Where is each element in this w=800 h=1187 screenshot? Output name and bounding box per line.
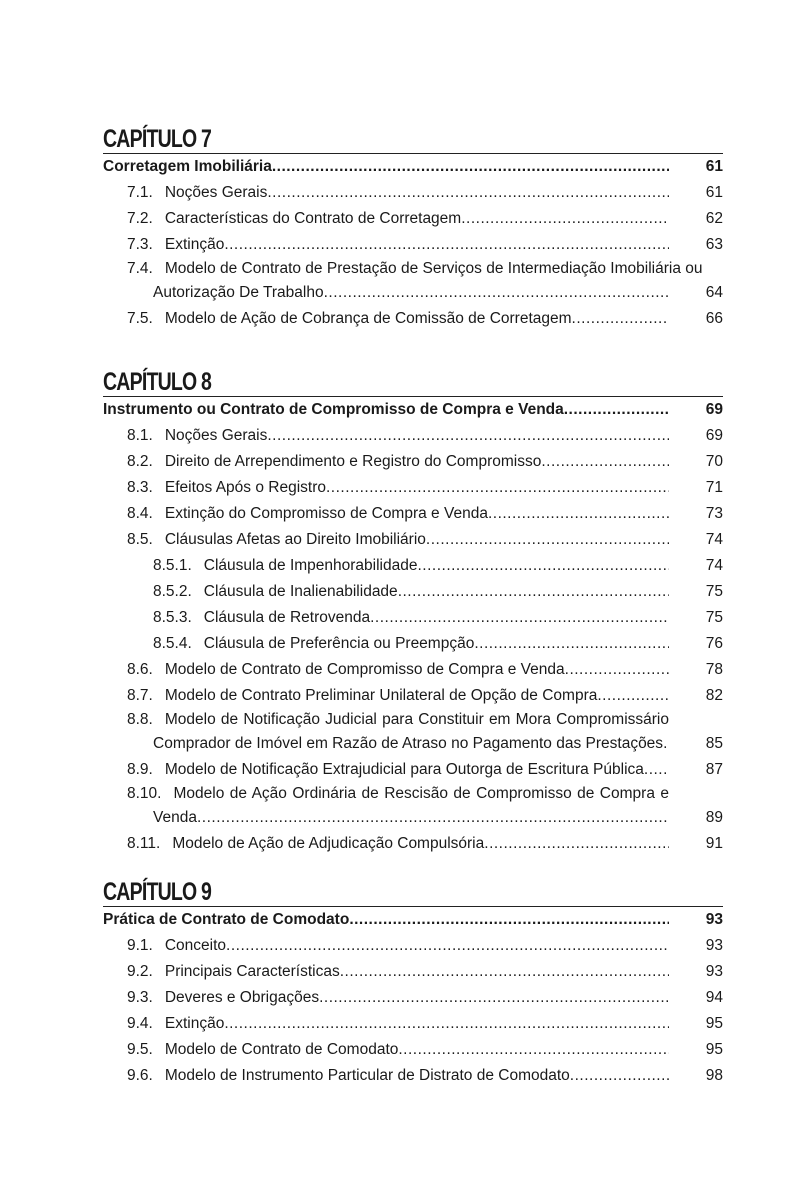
section-title: Modelo de Ação Ordinária de Rescisão de Compromisso de Compra e — [173, 785, 669, 802]
page-number: 78 — [705, 661, 723, 678]
section-title: Características do Contrato de Corretagem — [164, 210, 462, 227]
toc-entry[interactable] — [103, 757, 723, 783]
section-title: Extinção — [164, 236, 225, 253]
section-number: 7.1. — [127, 184, 153, 201]
toc-entry[interactable] — [103, 709, 723, 757]
toc-entry[interactable] — [103, 1011, 723, 1037]
chapter-heading-entry[interactable] — [103, 154, 723, 180]
chapter-title: CAPÍTULO 8 — [103, 368, 212, 396]
chapter-8 — [103, 369, 723, 857]
toc-entry[interactable] — [103, 985, 723, 1011]
dot-leader — [340, 959, 669, 985]
section-number: 8.3. — [127, 479, 153, 496]
toc-entry[interactable] — [103, 831, 723, 857]
dot-leader — [398, 1037, 669, 1063]
page-number: 75 — [705, 583, 723, 600]
dot-leader — [461, 206, 669, 232]
page-number: 95 — [705, 1015, 723, 1032]
toc-entry[interactable] — [103, 206, 723, 232]
toc-entry[interactable] — [103, 475, 723, 501]
dot-leader — [541, 449, 669, 475]
section-number: 7.5. — [127, 310, 153, 327]
section-number: 9.6. — [127, 1067, 153, 1084]
section-title: Modelo de Notificação Judicial para Constituir em Mora Compromissário — [164, 711, 669, 728]
section-number: 8.2. — [127, 453, 153, 470]
chapter-heading-entry[interactable] — [103, 397, 723, 423]
section-title: Noções Gerais — [164, 184, 268, 201]
section-number: 9.3. — [127, 989, 153, 1006]
toc-entry[interactable] — [103, 959, 723, 985]
page-number: 95 — [705, 1041, 723, 1058]
dot-leader — [267, 423, 669, 449]
page-number: 93 — [705, 963, 723, 980]
section-title: Direito de Arrependimento e Registro do Compromisso — [164, 453, 542, 470]
toc-entry[interactable] — [103, 683, 723, 709]
section-number: 8.5.1. — [153, 557, 192, 574]
dot-leader — [663, 731, 669, 757]
page-number: 91 — [705, 835, 723, 852]
toc-entry[interactable] — [103, 631, 723, 657]
dot-leader — [398, 579, 669, 605]
section-title: Cláusula de Retrovenda — [203, 609, 371, 626]
dot-leader — [197, 805, 669, 831]
toc-entry[interactable] — [103, 501, 723, 527]
page-number: 93 — [705, 937, 723, 954]
dot-leader — [488, 501, 669, 527]
section-title: Modelo de Notificação Extrajudicial para Outorga de Escritura Pública — [164, 761, 644, 778]
section-title: Extinção — [164, 1015, 225, 1032]
section-title: Modelo de Ação de Adjudicação Compulsória — [172, 835, 485, 852]
page-number: 94 — [705, 989, 723, 1006]
toc-entry[interactable] — [103, 306, 723, 332]
dot-leader — [319, 985, 669, 1011]
page-number: 75 — [705, 609, 723, 626]
toc-entry[interactable] — [103, 449, 723, 475]
dot-leader — [324, 280, 669, 306]
page-number: 61 — [705, 158, 723, 175]
page-number: 73 — [705, 505, 723, 522]
dot-leader — [565, 657, 669, 683]
dot-leader — [644, 757, 669, 783]
section-number: 8.4. — [127, 505, 153, 522]
dot-leader — [426, 527, 669, 553]
section-title-continued: Comprador de Imóvel em Razão de Atraso no Pagamento das Prestações — [153, 735, 664, 752]
section-number: 8.5.3. — [153, 609, 192, 626]
section-title-continued: Venda — [153, 809, 197, 826]
toc-entry[interactable] — [103, 258, 723, 306]
section-title: Modelo de Contrato de Comodato — [164, 1041, 399, 1058]
page-number: 64 — [705, 284, 723, 301]
toc-entry[interactable] — [103, 527, 723, 553]
section-title: Noções Gerais — [164, 427, 268, 444]
dot-leader — [417, 553, 669, 579]
section-title-continued: Autorização De Trabalho — [153, 284, 324, 301]
section-number: 8.5.2. — [153, 583, 192, 600]
section-number: 9.5. — [127, 1041, 153, 1058]
page-number: 62 — [705, 210, 723, 227]
page-number: 93 — [705, 911, 723, 928]
section-title: Conceito — [164, 937, 227, 954]
dot-leader — [370, 605, 669, 631]
section-number: 8.8. — [127, 711, 153, 728]
section-number: 7.3. — [127, 236, 153, 253]
page-number: 98 — [705, 1067, 723, 1084]
toc-entry[interactable] — [103, 553, 723, 579]
section-number: 8.10. — [127, 785, 162, 802]
page-number: 76 — [705, 635, 723, 652]
section-title: Deveres e Obrigações — [164, 989, 320, 1006]
toc-entry[interactable] — [103, 579, 723, 605]
page-number: 70 — [705, 453, 723, 470]
section-title: Cláusula de Impenhorabilidade — [203, 557, 418, 574]
section-title: Cláusulas Afetas ao Direito Imobiliário — [164, 531, 426, 548]
toc-entry[interactable] — [103, 657, 723, 683]
chapter-heading-text: Prática de Contrato de Comodato — [103, 911, 350, 928]
section-title: Modelo de Contrato Preliminar Unilateral de Opção de Compra — [164, 687, 598, 704]
toc-entry[interactable] — [103, 783, 723, 831]
dot-leader — [564, 397, 669, 423]
toc-entry[interactable] — [103, 232, 723, 258]
page-number: 85 — [705, 735, 723, 752]
dot-leader — [484, 831, 669, 857]
dot-leader — [326, 475, 669, 501]
toc-entry[interactable] — [103, 423, 723, 449]
section-number: 8.5.4. — [153, 635, 192, 652]
dot-leader — [224, 1011, 669, 1037]
chapter-7 — [103, 126, 723, 332]
dot-leader — [267, 180, 669, 206]
dot-leader — [570, 1063, 669, 1089]
toc-entry[interactable] — [103, 180, 723, 206]
section-title: Principais Características — [164, 963, 340, 980]
section-title: Modelo de Ação de Cobrança de Comissão de Corretagem — [164, 310, 572, 327]
dot-leader — [224, 232, 669, 258]
dot-leader — [349, 907, 669, 933]
section-number: 8.7. — [127, 687, 153, 704]
page-number: 71 — [705, 479, 723, 496]
chapter-title: CAPÍTULO 7 — [103, 125, 212, 153]
toc-entry[interactable] — [103, 1037, 723, 1063]
section-title: Modelo de Contrato de Compromisso de Compra e Venda — [164, 661, 565, 678]
page-number: 74 — [705, 557, 723, 574]
chapter-heading-entry[interactable] — [103, 907, 723, 933]
page-number: 66 — [705, 310, 723, 327]
section-number: 9.2. — [127, 963, 153, 980]
page-number: 89 — [705, 809, 723, 826]
page-number: 61 — [705, 184, 723, 201]
dot-leader — [572, 306, 669, 332]
page-number: 63 — [705, 236, 723, 253]
section-title: Modelo de Contrato de Prestação de Serviços de Intermediação Imobiliária ou — [164, 260, 703, 277]
section-title: Cláusula de Inalienabilidade — [203, 583, 398, 600]
toc-entry[interactable] — [103, 1063, 723, 1089]
page-number: 87 — [705, 761, 723, 778]
section-number: 9.1. — [127, 937, 153, 954]
section-number: 8.9. — [127, 761, 153, 778]
toc-entry[interactable] — [103, 605, 723, 631]
dot-leader — [226, 933, 669, 959]
page-number: 82 — [705, 687, 723, 704]
page-number: 69 — [705, 401, 723, 418]
section-number: 7.4. — [127, 260, 153, 277]
section-number: 7.2. — [127, 210, 153, 227]
section-title: Cláusula de Preferência ou Preempção — [203, 635, 475, 652]
dot-leader — [272, 154, 669, 180]
chapter-heading-text: Corretagem Imobiliária — [103, 158, 272, 175]
chapter-title: CAPÍTULO 9 — [103, 878, 212, 906]
chapter-9 — [103, 879, 723, 1089]
section-number: 8.11. — [127, 835, 161, 852]
section-number: 8.6. — [127, 661, 153, 678]
toc-entry[interactable] — [103, 933, 723, 959]
section-number: 8.5. — [127, 531, 153, 548]
section-title: Efeitos Após o Registro — [164, 479, 326, 496]
page-number: 69 — [705, 427, 723, 444]
chapter-heading-text: Instrumento ou Contrato de Compromisso de Compra e Venda — [103, 401, 564, 418]
section-number: 9.4. — [127, 1015, 153, 1032]
dot-leader — [597, 683, 669, 709]
dot-leader — [474, 631, 669, 657]
page-number: 74 — [705, 531, 723, 548]
section-title: Extinção do Compromisso de Compra e Venda — [164, 505, 488, 522]
section-title: Modelo de Instrumento Particular de Distrato de Comodato — [164, 1067, 570, 1084]
section-number: 8.1. — [127, 427, 153, 444]
